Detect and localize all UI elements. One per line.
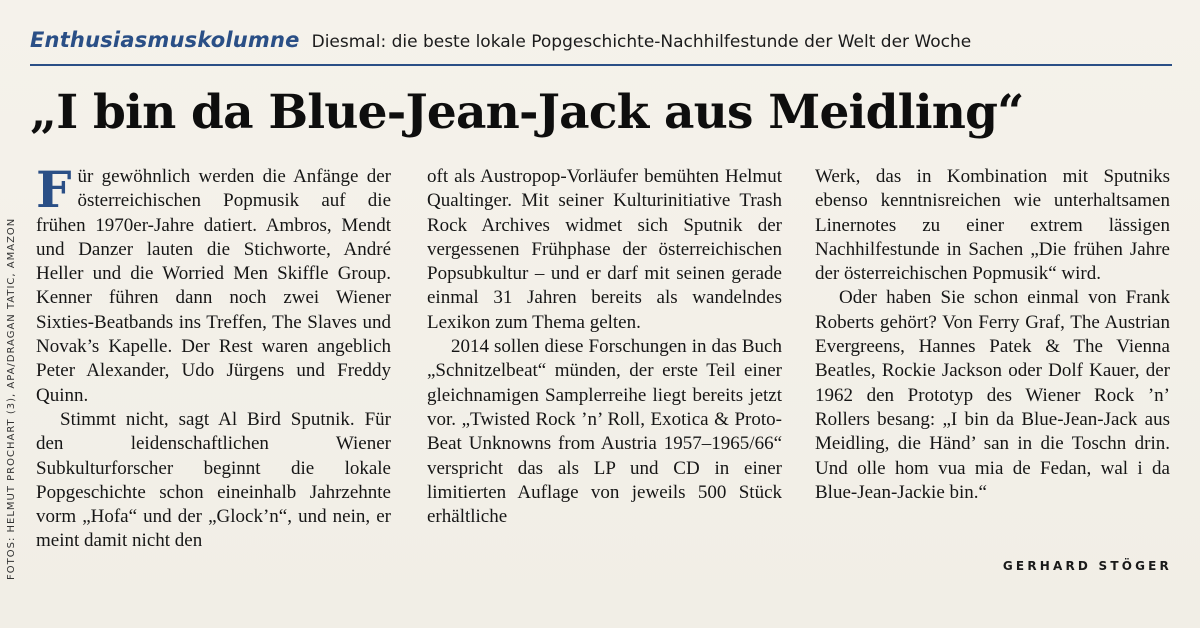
rubric-line xyxy=(30,28,1172,62)
header-rule xyxy=(30,64,1172,66)
photo-credit: FOTOS: HELMUT PROCHART (3), APA/DRAGAN TATIC, AMAZON xyxy=(6,217,17,580)
paragraph xyxy=(36,160,391,408)
paragraph-text: ür gewöhnlich werden die Anfänge der österreichischen Popmusik auf die frühen 1970er-Jahre datiert. Ambros, Mendt und Danzer lauten die Stichworte, André Heller und die Worried Men Skiffle Group. Kenner führen dann noch zwei Wiener Sixties-Beatbands ins Treffen, The Slaves und Novak’s Kapelle. Der Rest waren angeblich Peter Alexander, Udo Jürgens und Freddy Quinn. xyxy=(36,166,391,406)
drop-cap: F xyxy=(36,160,72,219)
article-column-3 xyxy=(815,165,1170,505)
paragraph: 2014 sollen diese Forschungen in das Buch „Schnitzelbeat“ münden, der erste Teil einer gleichnamigen Samplerreihe liegt bereits jetzt vor. „Twisted Rock ’n’ Roll, Exotica & Proto-Beat Unknowns from Austria 1957–1965/66“ verspricht das als LP und CD in einer limitierten Auflage von jeweils 500 Stück erhältliche xyxy=(427,336,782,528)
paragraph: Stimmt nicht, sagt Al Bird Sputnik. Für den leidenschaftlichen Wiener Subkulturforscher beginnt die lokale Popgeschichte schon eineinhalb Jahrzehnte vorm „Hofa“ und der „Glock’n“, und nein, er meint damit nicht den xyxy=(36,408,391,552)
headline: „I bin da Blue-Jean-Jack aus Meidling“ xyxy=(30,85,1024,140)
paragraph: oft als Austropop-Vorläufer bemühten Helmut Qualtinger. Mit seiner Kulturinitiative Trash Rock Archives widmet sich Sputnik der vergessenen Frühphase der österreichischen Popsubkultur – und er darf mit seinen gerade einmal 31 Jahren bereits als wandelndes Lexikon zum Thema gelten. xyxy=(427,166,782,333)
article-column-2 xyxy=(427,165,782,529)
column-name: Enthusiasmuskolumne xyxy=(30,28,300,52)
paragraph: Werk, das in Kombination mit Sputniks ebenso kenntnisreichen wie unterhaltsamen Linernotes zu einer extrem lässigen Nachhilfestunde in Sachen „Die frühen Jahre der österreichischen Popmusik“ wird. xyxy=(815,166,1170,285)
author-byline: GERHARD STÖGER xyxy=(1002,559,1172,573)
paragraph: Oder haben Sie schon einmal von Frank Roberts gehört? Von Ferry Graf, The Austrian Evergreens, Hannes Patek & The Vienna Beatles, Rockie Jackson oder Dolf Kauer, der 1962 den Prototyp des Wiener Rock ’n’ Rollers besang: „I bin da Blue-Jean-Jack aus Meidling, die Händ’ san in die Toschn drin. Und olle hom vua mia de Fedan, wal i da Blue-Jean-Jackie bin.“ xyxy=(815,287,1170,503)
article-column-1 xyxy=(36,160,391,554)
column-subtitle: Diesmal: die beste lokale Popgeschichte-Nachhilfestunde der Welt der Woche xyxy=(311,32,972,52)
